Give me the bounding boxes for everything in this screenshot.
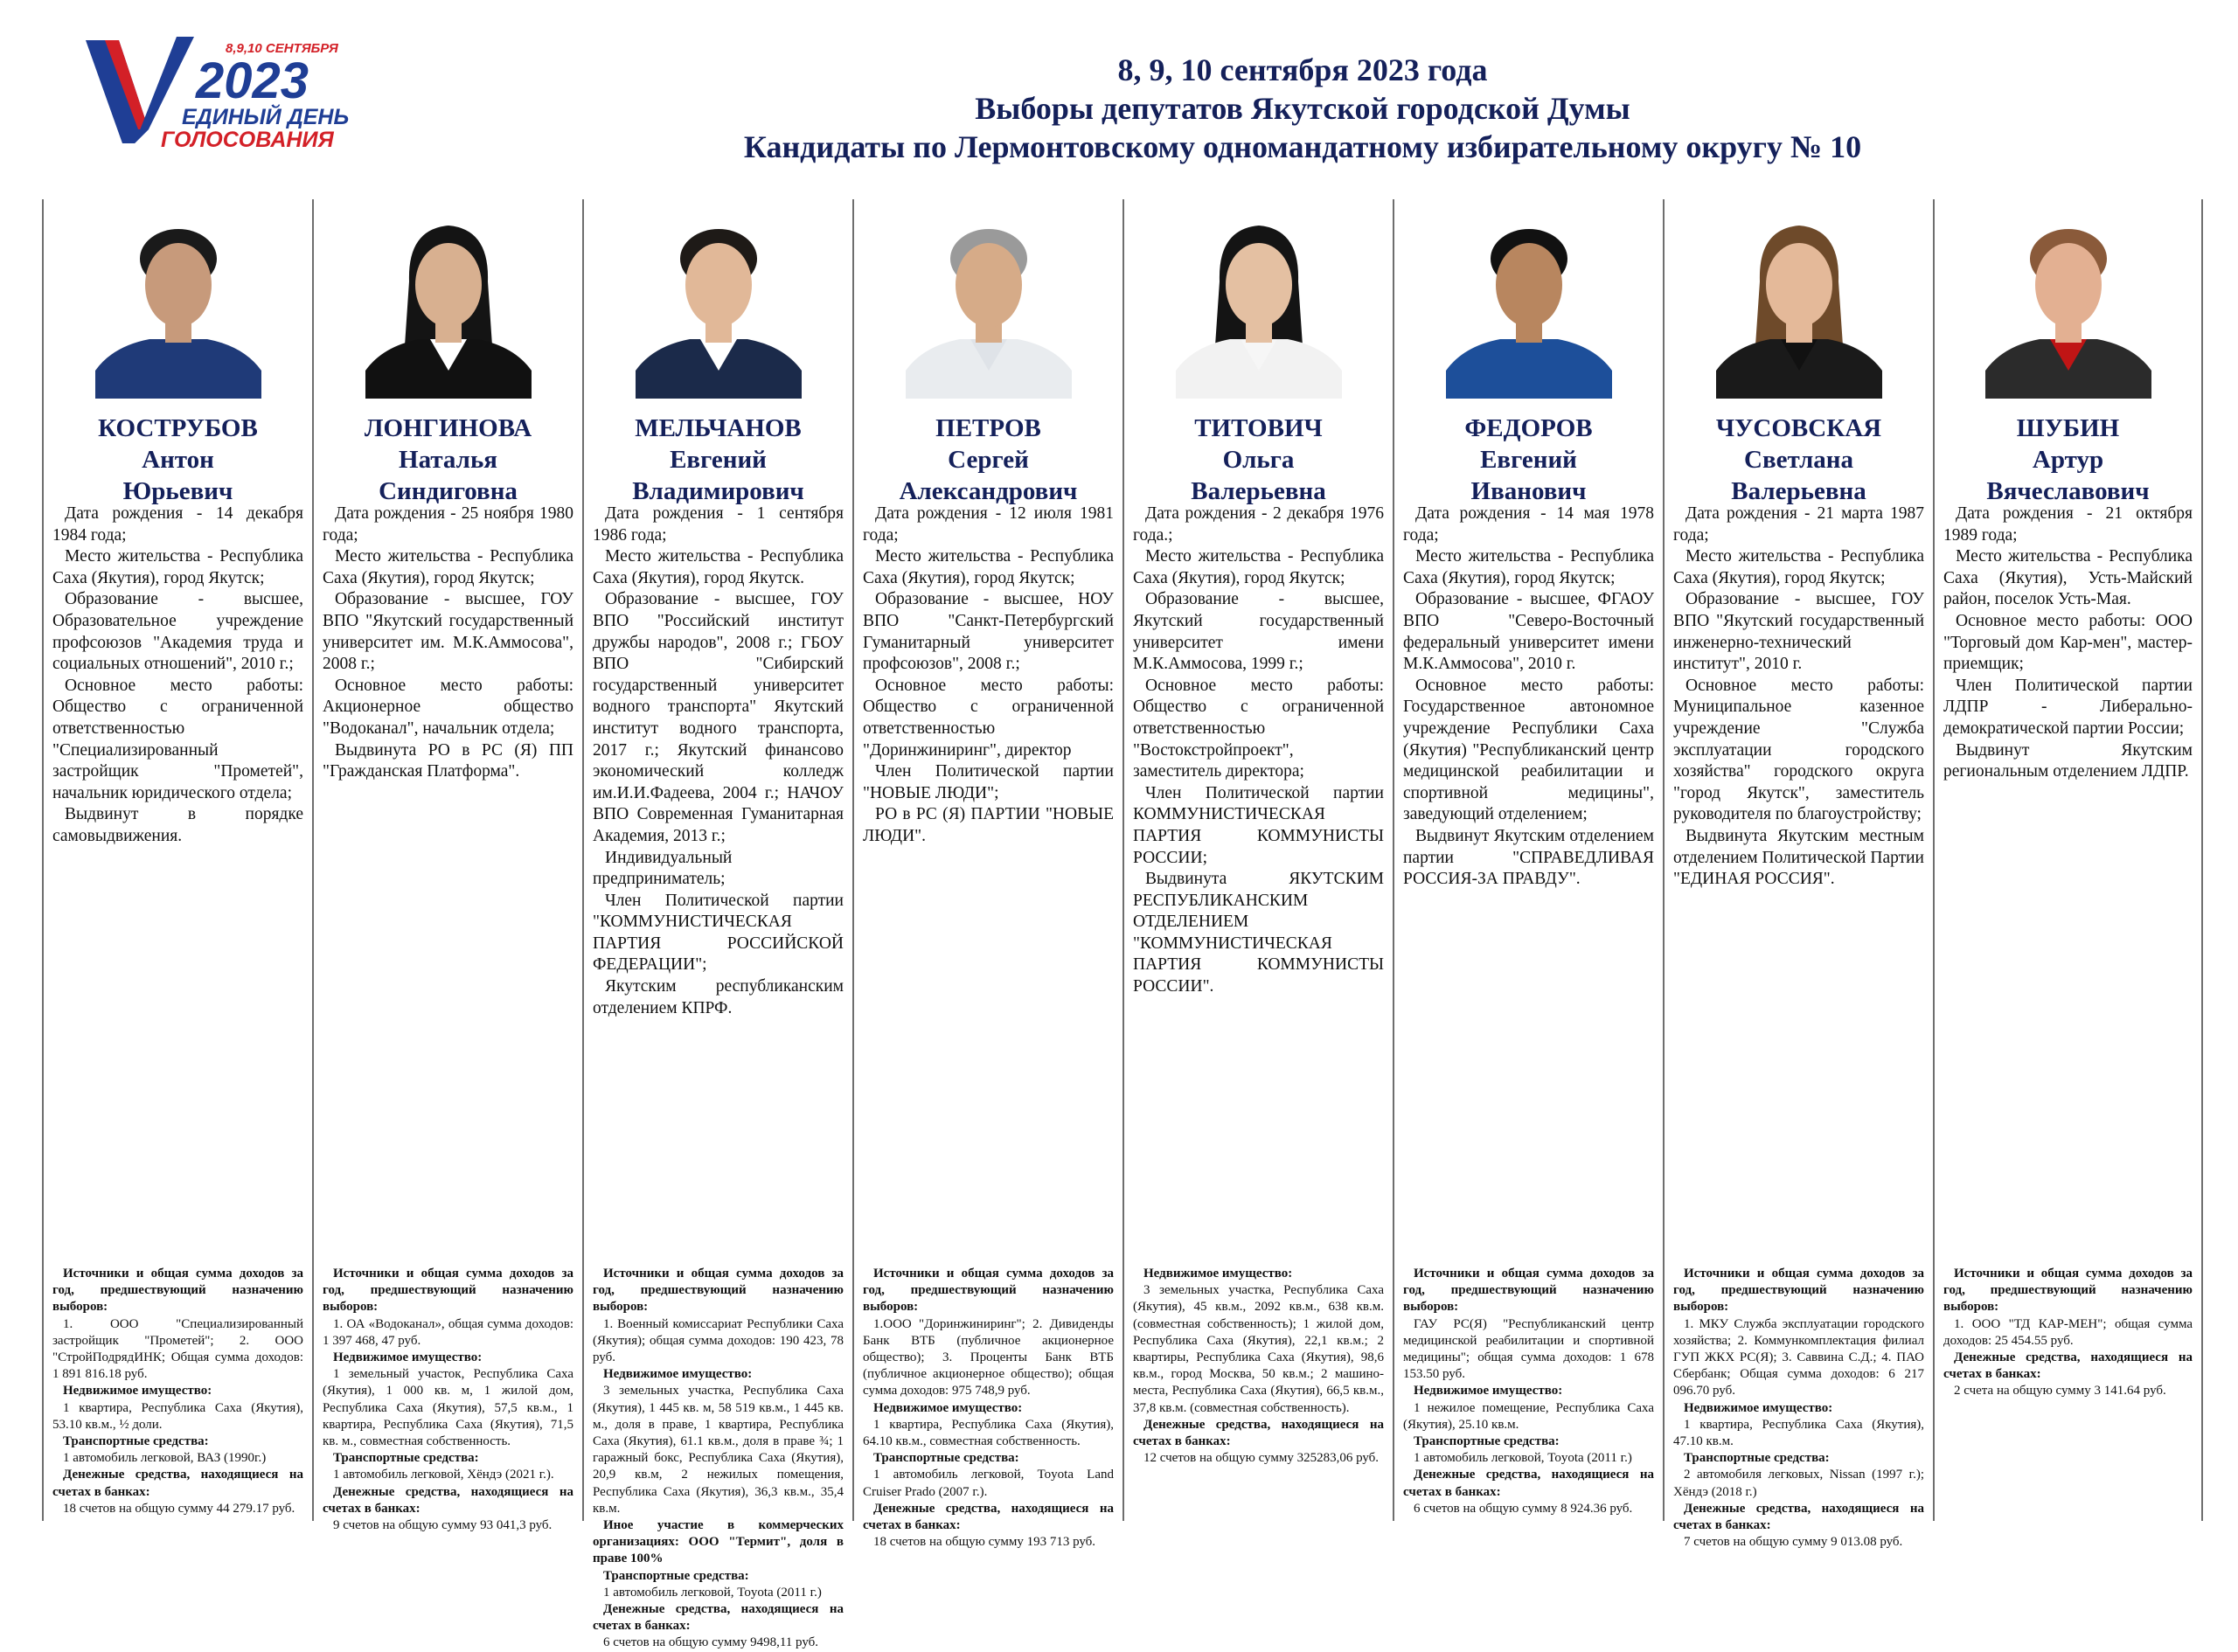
fin-text: 2 счета на общую сумму 3 141.64 руб. (1954, 1384, 2166, 1399)
fin-heading: Недвижимое имущество: (1684, 1400, 1833, 1415)
candidate-column (582, 199, 852, 1650)
candidate-bio (1673, 503, 1924, 891)
fin-heading: Иное участие в коммерческих организациях: ООО "Термит", доля в праве 100% (593, 1518, 844, 1566)
fin-text: 1 автомобиль легковой, Toyota Land Cruiser Prado (2007 г.). (863, 1468, 1114, 1499)
candidate-surname: ЛОНГИНОВА (364, 414, 532, 442)
candidate-photo (1446, 212, 1612, 399)
fin-text: 12 счетов на общую сумму 325283,06 руб. (1143, 1451, 1380, 1466)
fin-heading: Недвижимое имущество: (1414, 1384, 1563, 1399)
bio-paragraph: Место жительства - Республика Саха (Якутия), город Якутск; (1133, 547, 1384, 587)
fin-text: 1 автомобиль легковой, ВАЗ (1990г.) (63, 1451, 267, 1466)
fin-text: 1.ООО "Доринжиниринг"; 2. Дивиденды Банк ВТБ (публичное акционерное общество); 3. Проценты Банк ВТБ (публичное акционерное общество); общая сумма доходов: 975 748,9 руб. (863, 1316, 1114, 1399)
fin-text: 3 земельных участка, Республика Саха (Якутия), 45 кв.м., 2092 кв.м., 638 кв.м. (совместная собственность); 1 жилой дом, Республика Саха (Якутия), 22,1 кв.м.; 2 квартиры, Республика Саха (Якутия), 98,6 кв.м., город Москва, 50 кв.м.; 2 машино-места, Республика Саха (Якутия), 66,5 кв.м., 37,8 кв.м. (совместная собственность). (1133, 1283, 1384, 1415)
fin-text: ГАУ РС(Я) "Республиканский центр медицинской реабилитации и спортивной медицины"; общая сумма доходов: 1 678 153.50 руб. (1403, 1316, 1654, 1382)
bio-paragraph: Индивидуальный предприниматель; (593, 848, 733, 889)
bio-paragraph: Образование - высшее, Якутский государственный университет имени М.К.Аммосова, 1999 г.; (1133, 590, 1384, 674)
candidate-column (1393, 199, 1663, 1521)
bio-paragraph: Основное место работы: Общество с ограниченной ответственностью "Специализированный застройщик "Прометей", начальник юридического отдела; (52, 676, 303, 802)
fin-text: 1. ОА «Водоканал», общая сумма доходов: 1 397 468, 47 руб. (323, 1316, 573, 1348)
fin-text: 1 земельный участок, Республика Саха (Якутия), 1 000 кв. м, 1 жилой дом, Республика Саха (Якутия), 57,5 кв.м., 1 квартира, Республика Саха (Якутия), 71,5 кв. м., совместная собственность. (323, 1367, 573, 1449)
fin-heading: Денежные средства, находящиеся на счетах в банках: (1943, 1350, 2193, 1382)
candidate-name (319, 413, 577, 507)
bio-paragraph: Место жительства - Республика Саха (Якутия), город Якутск; (52, 547, 303, 587)
candidate-surname: ФЕДОРОВ (1464, 414, 1593, 442)
fin-text: 1. ООО "ТД КАР-МЕН"; общая сумма доходов: 25 454.55 руб. (1943, 1316, 2193, 1348)
candidate-bio (1133, 503, 1384, 998)
candidate-financial-info (1943, 1266, 2193, 1400)
candidate-patronymic: Александрович (899, 477, 1078, 505)
candidate-name (1400, 413, 1658, 507)
candidate-bio (863, 503, 1114, 848)
candidate-photo (1716, 212, 1882, 399)
candidate-name (589, 413, 847, 507)
fin-text: 1 автомобиль легковой, Toyota (2011 г.) (603, 1585, 822, 1600)
candidate-patronymic: Иванович (1470, 477, 1587, 505)
candidate-column (42, 199, 312, 1521)
candidate-name (859, 413, 1117, 507)
bio-paragraph: Основное место работы: Общество с ограниченной ответственностью "Доринжиниринг", директор (863, 676, 1114, 760)
bio-paragraph: Образование - высшее, Образовательное учреждение профсоюзов "Академия труда и социальных отношений", 2010 г.; (52, 590, 303, 674)
bio-paragraph: Выдвинута РО в РС (Я) ПП "Гражданская Платформа". (323, 740, 573, 781)
bio-paragraph: Основное место работы: Государственное автономное учреждение Республики Саха (Якутия) "Республиканский центр медицинской реабилитации и спортивной медицины", заведующий отделением; (1403, 676, 1654, 824)
fin-heading: Недвижимое имущество: (333, 1350, 483, 1365)
candidate-surname: ЧУСОВСКАЯ (1715, 414, 1882, 442)
candidate-first: Наталья (399, 446, 497, 474)
fin-heading: Денежные средства, находящиеся на счетах в банках: (1133, 1417, 1384, 1449)
fin-heading: Денежные средства, находящиеся на счетах в банках: (323, 1484, 573, 1516)
candidate-surname: МЕЛЬЧАНОВ (635, 414, 802, 442)
bio-paragraph: Член Политической партии ЛДПР - Либерально-демократической партии России; (1943, 676, 2193, 738)
bio-paragraph: Дата рождения - 14 декабря 1984 года; (52, 504, 303, 545)
fin-text: 1. Военный комиссариат Республики Саха (Якутия); общая сумма доходов: 190 423, 78 руб. (593, 1316, 844, 1365)
fin-heading: Недвижимое имущество: (603, 1367, 753, 1382)
fin-heading: Денежные средства, находящиеся на счетах в банках: (1673, 1501, 1924, 1533)
candidate-column (1663, 199, 1933, 1550)
candidate-bio (1403, 503, 1654, 891)
candidate-photo (636, 212, 802, 399)
bio-paragraph: Основное место работы: Муниципальное казенное учреждение "Служба эксплуатации городского хозяйства" городского округа "город Якутск", заместитель руководителя по благоустройству; (1673, 676, 1924, 824)
candidate-name (1129, 413, 1387, 507)
candidate-column (1933, 199, 2203, 1521)
fin-text: 1. ООО "Специализированный застройщик "Прометей"; 2. ООО "СтройПодрядИНК; Общая сумма доходов: 1 891 816.18 руб. (52, 1316, 303, 1382)
candidate-patronymic: Синдиговна (379, 477, 518, 505)
candidate-surname: КОСТРУБОВ (98, 414, 258, 442)
fin-heading: Транспортные средства: (333, 1451, 479, 1466)
fin-heading: Источники и общая сумма доходов за год, предшествующий назначению выборов: (863, 1267, 1114, 1315)
fin-heading: Денежные средства, находящиеся на счетах в банках: (593, 1602, 844, 1634)
bio-paragraph: Дата рождения - 25 ноября 1980 года; (323, 504, 573, 545)
fin-heading: Источники и общая сумма доходов за год, предшествующий назначению выборов: (1403, 1267, 1654, 1315)
candidate-financial-info (863, 1266, 1114, 1551)
bio-paragraph: Образование - высшее, ГОУ ВПО "Якутский государственный университет им. М.К.Аммосова", 2008 г.; (323, 590, 573, 674)
election-logo (86, 35, 374, 157)
candidate-patronymic: Валерьевна (1191, 477, 1326, 505)
header-election: Выборы депутатов Якутской городской Думы (975, 91, 1630, 126)
bio-paragraph: Образование - высшее, ГОУ ВПО "Российский институт дружбы народов", 2008 г.; ГБОУ ВПО "Сибирский государственный университет водного транспорта" Якутский институт водного транспорта, 2017 г.; Якутский финансово экономический колледж им.И.И.Фадеева, 2004 г.; НАЧОУ ВПО Современная Гуманитарная Академия, 2013 г.; (593, 590, 844, 845)
fin-text: 7 счетов на общую сумму 9 013.08 руб. (1684, 1535, 1903, 1550)
fin-heading: Источники и общая сумма доходов за год, предшествующий назначению выборов: (52, 1267, 303, 1315)
fin-text: 6 счетов на общую сумму 9498,11 руб. (603, 1635, 818, 1650)
bio-paragraph: Дата рождения - 1 сентября 1986 года; (593, 504, 844, 545)
bio-paragraph: Выдвинута Якутским местным отделением Политической Партии "ЕДИНАЯ РОССИЯ". (1673, 826, 1924, 889)
bio-paragraph: Выдвинут в порядке самовыдвижения. (52, 805, 303, 845)
candidate-photo (1176, 212, 1342, 399)
bio-paragraph: РО в РС (Я) ПАРТИИ "НОВЫЕ ЛЮДИ". (863, 805, 1114, 845)
bio-paragraph: Член Политической партии "НОВЫЕ ЛЮДИ"; (863, 762, 1114, 802)
bio-paragraph: Дата рождения - 14 мая 1978 года; (1403, 504, 1654, 545)
candidate-bio (52, 503, 303, 848)
candidate-financial-info (323, 1266, 573, 1534)
candidate-patronymic: Вячеславович (1986, 477, 2150, 505)
bio-paragraph: Место жительства - Республика Саха (Якутия), город Якутск. (593, 547, 844, 587)
bio-paragraph: Член Политической партии "КОММУНИСТИЧЕСКАЯ ПАРТИЯ РОССИЙСКОЙ ФЕДЕРАЦИИ"; (593, 891, 844, 975)
fin-text: 1 квартира, Республика Саха (Якутия), 47.10 кв.м. (1673, 1417, 1924, 1449)
bio-paragraph: Место жительства - Республика Саха (Якутия), Усть-Майский район, поселок Усть-Мая. (1943, 547, 2193, 609)
candidate-first: Сергей (948, 446, 1029, 474)
fin-heading: Источники и общая сумма доходов за год, предшествующий назначению выборов: (1673, 1267, 1924, 1315)
fin-text: 1. МКУ Служба эксплуатации городского хозяйства; 2. Коммункомплектация филиал ГУП ЖКХ РС(Я); 3. Саввина С.Д.; 4. ПАО Сбербанк; Общая сумма доходов: 6 217 096.70 руб. (1673, 1316, 1924, 1399)
candidate-name (1940, 413, 2196, 507)
candidate-first: Евгений (670, 446, 767, 474)
candidate-first: Артур (2032, 446, 2104, 474)
candidate-first: Антон (142, 446, 214, 474)
bio-paragraph: Выдвинут Якутским отделением партии "СПРАВЕДЛИВАЯ РОССИЯ-ЗА ПРАВДУ". (1403, 826, 1654, 889)
candidates-grid (42, 199, 2203, 1650)
logo-line2: ГОЛОСОВАНИЯ (161, 128, 334, 152)
candidate-name (49, 413, 307, 507)
bio-paragraph: Дата рождения - 12 июля 1981 года; (863, 504, 1114, 545)
candidate-photo (365, 212, 532, 399)
header-district: Кандидаты по Лермонтовскому одномандатному избирательному округу № 10 (743, 129, 1862, 164)
candidate-name (1670, 413, 1928, 507)
bio-paragraph: Образование - высшее, НОУ ВПО "Санкт-Петербургский Гуманитарный университет профсоюзов", 2008 г.; (863, 590, 1114, 674)
bio-paragraph: Выдвинут Якутским региональным отделением ЛДПР. (1943, 740, 2193, 781)
candidate-patronymic: Валерьевна (1731, 477, 1866, 505)
bio-paragraph: Якутским республиканским отделением КПРФ. (593, 977, 844, 1017)
candidate-patronymic: Владимирович (632, 477, 804, 505)
candidate-financial-info (593, 1266, 844, 1652)
candidate-photo (95, 212, 261, 399)
candidate-first: Светлана (1744, 446, 1853, 474)
logo-year: 2023 (196, 52, 309, 109)
fin-text: 9 счетов на общую сумму 93 041,3 руб. (333, 1518, 553, 1533)
candidate-photo (1985, 212, 2151, 399)
logo-dates: 8,9,10 СЕНТЯБРЯ (226, 41, 338, 56)
fin-heading: Источники и общая сумма доходов за год, предшествующий назначению выборов: (323, 1267, 573, 1315)
bio-paragraph: Место жительства - Республика Саха (Якутия), город Якутск; (1673, 547, 1924, 587)
candidate-surname: ШУБИН (2016, 414, 2120, 442)
candidate-column (852, 199, 1122, 1550)
bio-paragraph: Основное место работы: Общество с ограниченной ответственностью "Востокстройпроект", заместитель директора; (1133, 676, 1384, 781)
candidate-financial-info (52, 1266, 303, 1517)
fin-heading: Источники и общая сумма доходов за год, предшествующий назначению выборов: (593, 1267, 844, 1315)
candidate-financial-info (1673, 1266, 1924, 1551)
candidate-photo (906, 212, 1072, 399)
bio-paragraph: Место жительства - Республика Саха (Якутия), город Якутск; (323, 547, 573, 587)
bio-paragraph: Дата рождения - 2 декабря 1976 года.; (1133, 504, 1384, 545)
fin-heading: Недвижимое имущество: (873, 1400, 1023, 1415)
header-date: 8, 9, 10 сентября 2023 года (1117, 52, 1488, 87)
bio-paragraph: Основное место работы: Акционерное общество "Водоканал", начальник отдела; (323, 676, 573, 738)
bio-paragraph: Место жительства - Республика Саха (Якутия), город Якутск; (863, 547, 1114, 587)
bio-paragraph: Место жительства - Республика Саха (Якутия), город Якутск; (1403, 547, 1654, 587)
candidate-financial-info (1133, 1266, 1384, 1467)
fin-text: 6 счетов на общую сумму 8 924.36 руб. (1414, 1501, 1633, 1516)
fin-text: 1 квартира, Республика Саха (Якутия), 53.10 кв.м., ½ доли. (52, 1400, 303, 1432)
candidate-patronymic: Юрьевич (122, 477, 233, 505)
bio-paragraph: Образование - высшее, ФГАОУ ВПО "Северо-Восточный федеральный университет имени М.К.Аммосова", 2010 г. (1403, 590, 1654, 674)
bio-paragraph: Член Политической партии КОММУНИСТИЧЕСКАЯ ПАРТИЯ КОММУНИСТЫ РОССИИ; (1133, 783, 1384, 867)
fin-text: 1 автомобиль легковой, Toyota (2011 г.) (1414, 1451, 1632, 1466)
fin-text: 1 автомобиль легковой, Хёндэ (2021 г.). (333, 1468, 554, 1482)
bio-paragraph: Дата рождения - 21 октября 1989 года; (1943, 504, 2193, 545)
page-header (560, 51, 2046, 166)
fin-text: 2 автомобиля легковых, Nissan (1997 г.); Хёндэ (2018 г.) (1673, 1468, 1924, 1499)
fin-heading: Денежные средства, находящиеся на счетах в банках: (52, 1468, 303, 1499)
bio-paragraph: Выдвинута ЯКУТСКИМ РЕСПУБЛИКАНСКИМ ОТДЕЛЕНИЕМ "КОММУНИСТИЧЕСКАЯ ПАРТИЯ КОММУНИСТЫ РОССИИ". (1133, 870, 1384, 996)
fin-heading: Транспортные средства: (1414, 1434, 1560, 1449)
fin-heading: Транспортные средства: (1684, 1451, 1830, 1466)
fin-heading: Недвижимое имущество: (63, 1384, 212, 1399)
candidate-column (1122, 199, 1393, 1521)
bio-paragraph: Дата рождения - 21 марта 1987 года; (1673, 504, 1924, 545)
fin-heading: Недвижимое имущество: (1143, 1267, 1293, 1281)
candidate-first: Ольга (1222, 446, 1295, 474)
candidate-first: Евгений (1480, 446, 1577, 474)
bio-paragraph: Образование - высшее, ГОУ ВПО "Якутский государственный инженерно-технический институт", 2010 г. (1673, 590, 1924, 674)
candidate-surname: ПЕТРОВ (935, 414, 1041, 442)
fin-heading: Денежные средства, находящиеся на счетах в банках: (1403, 1468, 1654, 1499)
fin-heading: Транспортные средства: (63, 1434, 209, 1449)
fin-text: 1 квартира, Республика Саха (Якутия), 64.10 кв.м., совместная собственность. (863, 1417, 1114, 1449)
candidate-bio (1943, 503, 2193, 783)
fin-text: 1 нежилое помещение, Республика Саха (Якутия), 25.10 кв.м. (1403, 1400, 1654, 1432)
candidate-bio (593, 503, 844, 1019)
candidate-bio (323, 503, 573, 783)
fin-heading: Денежные средства, находящиеся на счетах в банках: (863, 1501, 1114, 1533)
fin-text: 18 счетов на общую сумму 193 713 руб. (873, 1535, 1096, 1550)
bio-paragraph: Основное место работы: ООО "Торговый дом Кар-мен", мастер-приемщик; (1943, 611, 2193, 674)
fin-heading: Источники и общая сумма доходов за год, предшествующий назначению выборов: (1943, 1267, 2193, 1315)
fin-heading: Транспортные средства: (603, 1568, 749, 1583)
candidate-surname: ТИТОВИЧ (1194, 414, 1323, 442)
logo-line1: ЕДИНЫЙ ДЕНЬ (182, 105, 350, 129)
candidate-financial-info (1403, 1266, 1654, 1517)
candidate-column (312, 199, 582, 1533)
fin-text: 3 земельных участка, Республика Саха (Якутия), 1 445 кв. м, 58 519 кв.м., 1 445 кв. м., доля в правe, 1 квартира, Республика Саха (Якутия), 61.1 кв.м., доля в праве ¾; 1 гаражный бокс, Республика Саха (Якутия), 20,9 кв.м, 2 нежилых помещения, Республика Саха (Якутия), 36,3 кв.м., 35,4 кв.м. (593, 1384, 844, 1516)
fin-text: 18 счетов на общую сумму 44 279.17 руб. (63, 1501, 295, 1516)
fin-heading: Транспортные средства: (873, 1451, 1019, 1466)
